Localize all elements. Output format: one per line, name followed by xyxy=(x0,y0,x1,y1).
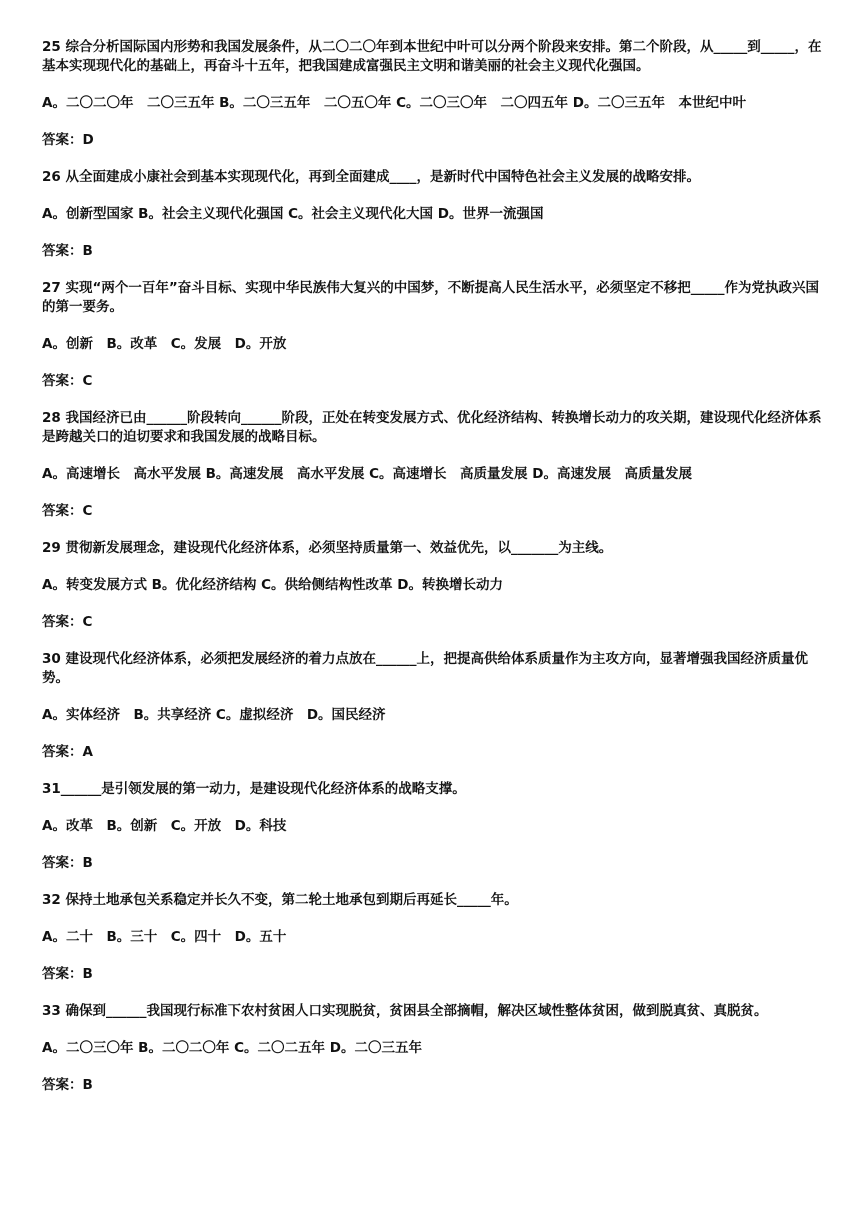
question-answer: 答案：A xyxy=(42,744,93,760)
question-options: A。二〇二〇年 二〇三五年 B。二〇三五年 二〇五〇年 C。二〇三〇年 二〇四五年 D。二〇三五年 本世纪中叶 xyxy=(42,95,746,111)
question-answer: 答案：B xyxy=(42,243,93,259)
question-text: 31______是引领发展的第一动力，是建设现代化经济体系的战略支撑。 xyxy=(42,781,466,797)
question-28 xyxy=(42,409,822,521)
question-answer: 答案：B xyxy=(42,855,93,871)
question-33 xyxy=(42,1002,822,1095)
question-answer: 答案：D xyxy=(42,132,94,148)
question-31 xyxy=(42,780,822,873)
question-text: 30 建设现代化经济体系，必须把发展经济的着力点放在______上，把提高供给体系质量作为主攻方向，显著增强我国经济质量优势。 xyxy=(42,651,808,686)
question-options: A。转变发展方式 B。优化经济结构 C。供给侧结构性改革 D。转换增长动力 xyxy=(42,577,503,593)
question-answer: 答案：B xyxy=(42,966,93,982)
question-32 xyxy=(42,891,822,984)
question-30 xyxy=(42,650,822,762)
question-options: A。改革 B。创新 C。开放 D。科技 xyxy=(42,818,287,834)
question-answer: 答案：C xyxy=(42,373,93,389)
question-text: 28 我国经济已由______阶段转向______阶段，正处在转变发展方式、优化经济结构、转换增长动力的攻关期，建设现代化经济体系是跨越关口的迫切要求和我国发展的战略目标。 xyxy=(42,410,822,445)
question-options: A。创新 B。改革 C。发展 D。开放 xyxy=(42,336,287,352)
question-options: A。实体经济 B。共享经济 C。虚拟经济 D。国民经济 xyxy=(42,707,386,723)
question-options: A。二十 B。三十 C。四十 D。五十 xyxy=(42,929,287,945)
question-text: 27 实现“两个一百年”奋斗目标、实现中华民族伟大复兴的中国梦，不断提高人民生活水平，必须坚定不移把_____作为党执政兴国的第一要务。 xyxy=(42,280,819,315)
question-text: 32 保持土地承包关系稳定并长久不变，第二轮土地承包到期后再延长_____年。 xyxy=(42,892,518,908)
question-answer: 答案：C xyxy=(42,503,93,519)
document-page xyxy=(42,38,822,1113)
question-26 xyxy=(42,168,822,261)
question-text: 26 从全面建成小康社会到基本实现现代化，再到全面建成____，是新时代中国特色社会主义发展的战略安排。 xyxy=(42,169,700,185)
question-answer: 答案：B xyxy=(42,1077,93,1093)
question-text: 29 贯彻新发展理念，建设现代化经济体系，必须坚持质量第一、效益优先，以_______为主线。 xyxy=(42,540,613,556)
question-text: 25 综合分析国际国内形势和我国发展条件，从二〇二〇年到本世纪中叶可以分两个阶段来安排。第二个阶段，从_____到_____，在基本实现现代化的基础上，再奋斗十五年，把我国建成富强民主文明和谐美丽的社会主义现代化强国。 xyxy=(42,39,822,74)
question-options: A。高速增长 高水平发展 B。高速发展 高水平发展 C。高速增长 高质量发展 D。高速发展 高质量发展 xyxy=(42,466,692,482)
question-answer: 答案：C xyxy=(42,614,93,630)
question-29 xyxy=(42,539,822,632)
question-options: A。创新型国家 B。社会主义现代化强国 C。社会主义现代化大国 D。世界一流强国 xyxy=(42,206,544,222)
question-text: 33 确保到______我国现行标准下农村贫困人口实现脱贫，贫困县全部摘帽，解决区域性整体贫困，做到脱真贫、真脱贫。 xyxy=(42,1003,768,1019)
question-27 xyxy=(42,279,822,391)
question-25 xyxy=(42,38,822,150)
question-options: A。二〇三〇年 B。二〇二〇年 C。二〇二五年 D。二〇三五年 xyxy=(42,1040,422,1056)
